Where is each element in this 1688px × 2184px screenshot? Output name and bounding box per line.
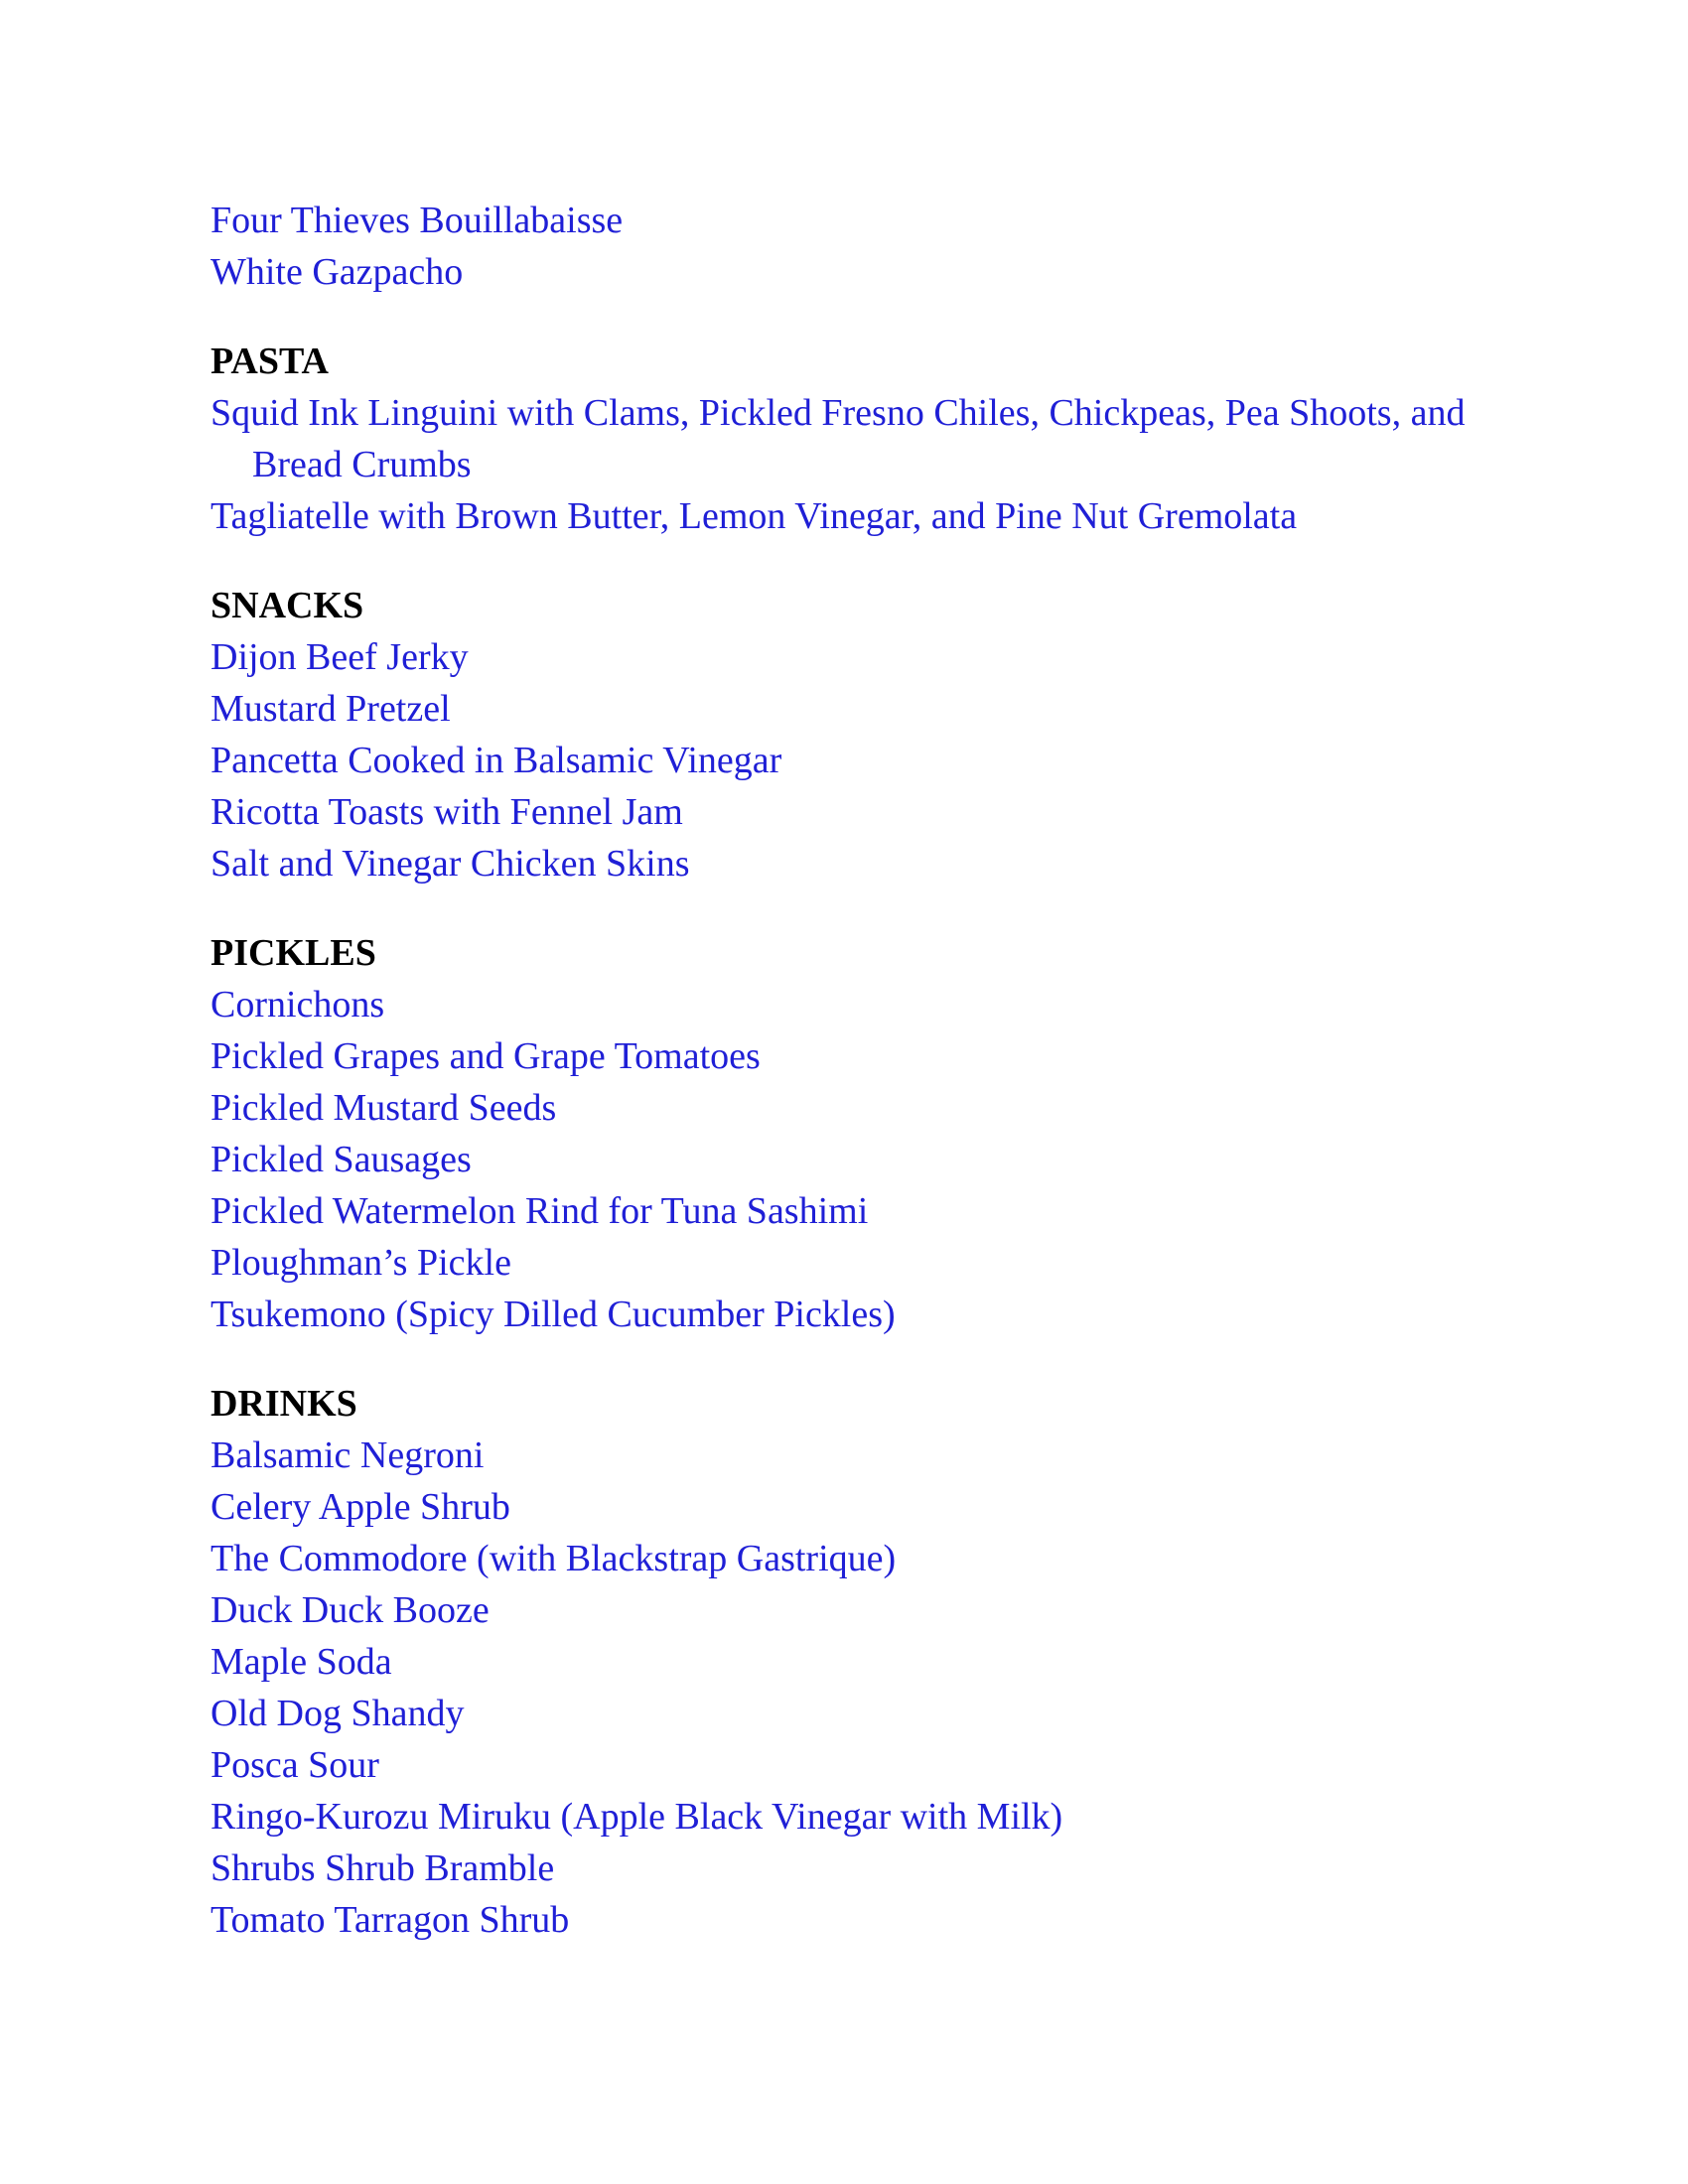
- recipe-link[interactable]: White Gazpacho: [211, 251, 464, 293]
- section-heading: PASTA: [211, 341, 329, 382]
- recipe-link[interactable]: Ringo-Kurozu Miruku (Apple Black Vinegar with Milk): [211, 1796, 1063, 1838]
- recipe-list: [211, 979, 1501, 1340]
- section-snacks: [211, 580, 1501, 889]
- lead-recipe-list: [211, 195, 1501, 298]
- recipe-link[interactable]: Squid Ink Linguini with Clams, Pickled Fresno Chiles, Chickpeas, Pea Shoots, and Bread Crumbs: [211, 392, 1466, 485]
- recipe-link[interactable]: Ploughman’s Pickle: [211, 1242, 511, 1284]
- recipe-link[interactable]: Dijon Beef Jerky: [211, 636, 469, 678]
- recipe-link[interactable]: Duck Duck Booze: [211, 1589, 490, 1631]
- recipe-link[interactable]: Pickled Grapes and Grape Tomatoes: [211, 1035, 761, 1077]
- recipe-link[interactable]: Cornichons: [211, 984, 385, 1025]
- recipe-list: [211, 631, 1501, 889]
- recipe-link[interactable]: Maple Soda: [211, 1641, 392, 1683]
- recipe-link[interactable]: Salt and Vinegar Chicken Skins: [211, 843, 690, 885]
- recipe-link[interactable]: Pancetta Cooked in Balsamic Vinegar: [211, 740, 782, 781]
- section-pasta: [211, 336, 1501, 542]
- recipe-link[interactable]: Ricotta Toasts with Fennel Jam: [211, 791, 683, 833]
- section-pickles: [211, 927, 1501, 1340]
- recipe-link[interactable]: Shrubs Shrub Bramble: [211, 1847, 555, 1889]
- recipe-link[interactable]: Tomato Tarragon Shrub: [211, 1899, 570, 1941]
- recipe-link[interactable]: Mustard Pretzel: [211, 688, 451, 730]
- recipe-link[interactable]: Pickled Mustard Seeds: [211, 1087, 557, 1129]
- recipe-link[interactable]: Balsamic Negroni: [211, 1434, 485, 1476]
- recipe-link[interactable]: Old Dog Shandy: [211, 1693, 465, 1734]
- recipe-link[interactable]: Celery Apple Shrub: [211, 1486, 510, 1528]
- recipe-link[interactable]: Pickled Sausages: [211, 1139, 472, 1180]
- recipe-list: [211, 1430, 1501, 1946]
- recipe-index-page: [211, 195, 1501, 1946]
- recipe-link[interactable]: Posca Sour: [211, 1744, 379, 1786]
- section-heading: DRINKS: [211, 1383, 357, 1425]
- recipe-link[interactable]: Pickled Watermelon Rind for Tuna Sashimi: [211, 1190, 869, 1232]
- recipe-list: [211, 387, 1501, 542]
- recipe-link[interactable]: Tagliatelle with Brown Butter, Lemon Vinegar, and Pine Nut Gremolata: [211, 495, 1298, 537]
- recipe-link[interactable]: The Commodore (with Blackstrap Gastrique): [211, 1538, 897, 1579]
- recipe-link[interactable]: Tsukemono (Spicy Dilled Cucumber Pickles): [211, 1294, 896, 1335]
- section-drinks: [211, 1378, 1501, 1946]
- recipe-link[interactable]: Four Thieves Bouillabaisse: [211, 200, 624, 241]
- section-heading: PICKLES: [211, 932, 376, 974]
- section-heading: SNACKS: [211, 585, 364, 626]
